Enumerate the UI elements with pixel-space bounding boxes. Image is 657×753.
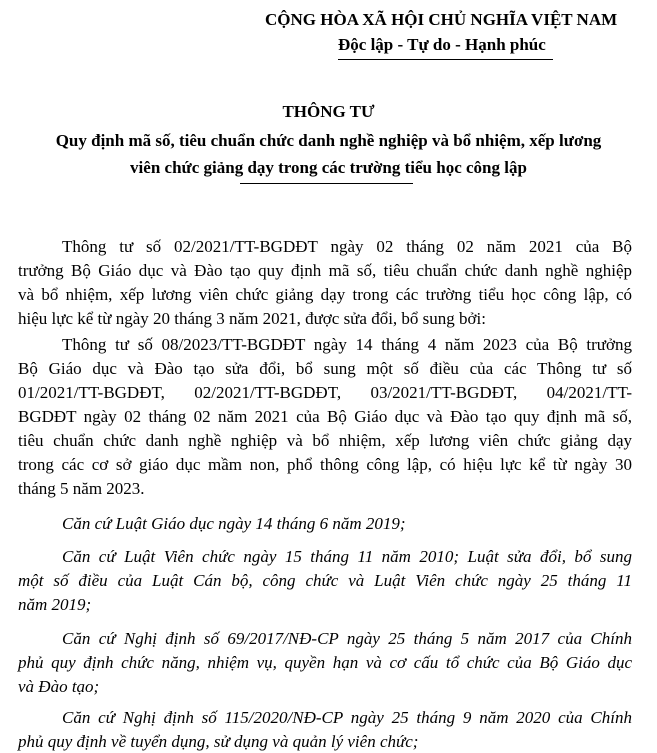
paragraph-4-line: một số điều của Luật Cán bộ, công chức và Luật Viên chức ngày 25 tháng 11 [18, 571, 632, 590]
document-subtitle-line2: viên chức giảng dạy trong các trường tiểu học công lập [130, 158, 527, 177]
paragraph-6-line: phủ quy định về tuyển dụng, sử dụng và quản lý viên chức; [18, 732, 419, 751]
paragraph-2-line: trong các cơ sở giáo dục mầm non, phổ thông công lập, có hiệu lực kể từ ngày 30 [18, 455, 632, 474]
paragraph-5-line: và Đào tạo; [18, 677, 100, 696]
paragraph-1-line: và bổ nhiệm, xếp lương viên chức giảng dạy trong các trường tiểu học công lập, có [18, 285, 632, 304]
paragraph-2-line: tiêu chuẩn chức danh nghề nghiệp và bổ nhiệm, xếp lương viên chức giảng dạy [18, 431, 632, 450]
paragraph-5-line: phủ quy định chức năng, nhiệm vụ, quyền hạn và cơ cấu tổ chức của Bộ Giáo dục [18, 653, 632, 672]
paragraph-2-line: tháng 5 năm 2023. [18, 479, 145, 498]
paragraph-4-line: năm 2019; [18, 595, 92, 614]
document-type: THÔNG TƯ [282, 102, 375, 121]
paragraph-1-line: trưởng Bộ Giáo dục và Đào tạo quy định mã số, tiêu chuẩn chức danh nghề nghiệp [18, 261, 632, 280]
paragraph-6-line: Căn cứ Nghị định số 115/2020/NĐ-CP ngày 25 tháng 9 năm 2020 của Chính [62, 708, 632, 727]
motto-underline [338, 59, 553, 60]
document-subtitle-line1: Quy định mã số, tiêu chuẩn chức danh nghề nghiệp và bổ nhiệm, xếp lương [55, 131, 602, 150]
paragraph-5-line: Căn cứ Nghị định số 69/2017/NĐ-CP ngày 25 tháng 5 năm 2017 của Chính [62, 629, 632, 648]
paragraph-2-line: Thông tư số 08/2023/TT-BGDĐT ngày 14 tháng 4 năm 2023 của Bộ trưởng [62, 335, 632, 354]
paragraph-2-line: 01/2021/TT-BGDĐT, 02/2021/TT-BGDĐT, 03/2021/TT-BGDĐT, 04/2021/TT- [18, 383, 632, 402]
nation-heading: CỘNG HÒA XÃ HỘI CHỦ NGHĨA VIỆT NAM [265, 10, 618, 29]
paragraph-2-line: BGDĐT ngày 02 tháng 02 năm 2021 của Bộ Giáo dục và Đào tạo quy định mã số, [18, 407, 632, 426]
paragraph-1-line: hiệu lực kể từ ngày 20 tháng 3 năm 2021, được sửa đổi, bổ sung bởi: [18, 309, 486, 328]
motto: Độc lập - Tự do - Hạnh phúc [338, 35, 546, 54]
paragraph-1-line: Thông tư số 02/2021/TT-BGDĐT ngày 02 tháng 02 năm 2021 của Bộ [62, 237, 632, 256]
paragraph-3-line: Căn cứ Luật Giáo dục ngày 14 tháng 6 năm 2019; [62, 514, 406, 533]
title-underline [240, 183, 413, 184]
paragraph-4-line: Căn cứ Luật Viên chức ngày 15 tháng 11 năm 2010; Luật sửa đổi, bổ sung [62, 547, 632, 566]
paragraph-2-line: Bộ Giáo dục và Đào tạo sửa đổi, bổ sung một số điều của các Thông tư số [18, 359, 632, 378]
